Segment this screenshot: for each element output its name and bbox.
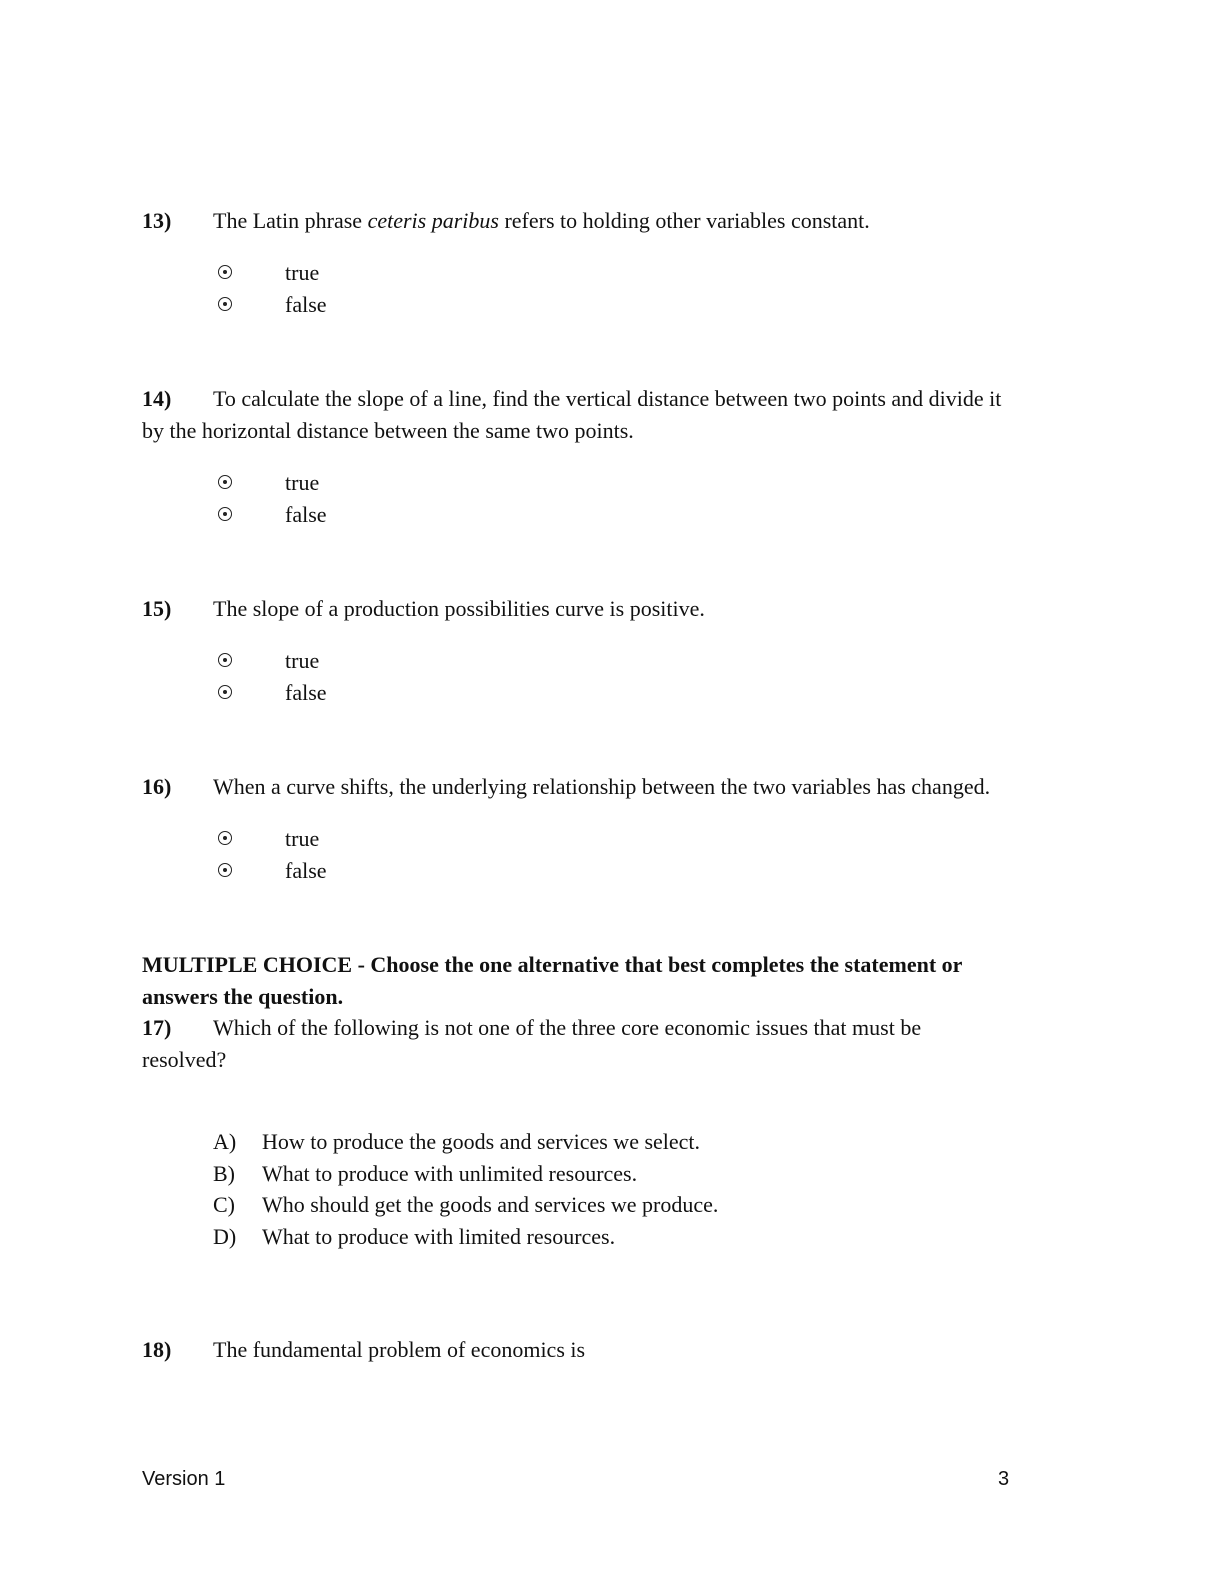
choice-letter[interactable]: A) bbox=[213, 1129, 237, 1154]
question-number: 16) bbox=[142, 774, 172, 799]
page-number: 3 bbox=[998, 1468, 1010, 1490]
radio-option-icon[interactable] bbox=[218, 685, 232, 699]
section-heading: answers the question. bbox=[142, 984, 344, 1009]
question-text-line: resolved? bbox=[142, 1047, 227, 1072]
option-label: false bbox=[285, 680, 327, 705]
question-text-line: Which of the following is not one of the three core economic issues that must be bbox=[213, 1015, 922, 1040]
option-label: true bbox=[285, 826, 320, 851]
radio-option-icon[interactable] bbox=[218, 863, 232, 877]
radio-option-icon[interactable] bbox=[218, 265, 232, 279]
question-text: The fundamental problem of economics is bbox=[213, 1337, 586, 1362]
question-number: 14) bbox=[142, 386, 172, 411]
question-text-line: To calculate the slope of a line, find the vertical distance between two points and divide it bbox=[213, 386, 1002, 411]
option-label: false bbox=[285, 858, 327, 883]
option-label: true bbox=[285, 470, 320, 495]
section-heading: MULTIPLE CHOICE - Choose the one alternative that best completes the statement or bbox=[142, 952, 963, 977]
radio-option-icon[interactable] bbox=[218, 653, 232, 667]
choice-letter[interactable]: D) bbox=[213, 1224, 237, 1249]
choice-text[interactable]: What to produce with limited resources. bbox=[262, 1224, 616, 1249]
choice-text[interactable]: What to produce with unlimited resources. bbox=[262, 1161, 638, 1186]
choice-letter[interactable]: B) bbox=[213, 1161, 235, 1186]
radio-option-icon[interactable] bbox=[218, 831, 232, 845]
choice-letter[interactable]: C) bbox=[213, 1192, 235, 1217]
question-text bbox=[213, 210, 870, 232]
option-label: true bbox=[285, 648, 320, 673]
footer-version: Version 1 bbox=[142, 1468, 226, 1490]
question-text: The slope of a production possibilities curve is positive. bbox=[213, 596, 705, 621]
question-number: 15) bbox=[142, 596, 172, 621]
question-text-part: The Latin phrase bbox=[213, 208, 368, 233]
question-text-line: by the horizontal distance between the same two points. bbox=[142, 418, 634, 443]
option-label: false bbox=[285, 292, 327, 317]
question-number: 18) bbox=[142, 1337, 172, 1362]
question-number: 17) bbox=[142, 1015, 172, 1040]
choice-text[interactable]: How to produce the goods and services we select. bbox=[262, 1129, 701, 1154]
option-label: true bbox=[285, 260, 320, 285]
question-text: When a curve shifts, the underlying relationship between the two variables has changed. bbox=[213, 774, 991, 799]
choice-text[interactable]: Who should get the goods and services we produce. bbox=[262, 1192, 719, 1217]
question-text-italic: ceteris paribus bbox=[367, 208, 499, 233]
option-label: false bbox=[285, 502, 327, 527]
radio-option-icon[interactable] bbox=[218, 475, 232, 489]
radio-option-icon[interactable] bbox=[218, 297, 232, 311]
question-text-part: refers to holding other variables constant. bbox=[498, 208, 870, 233]
radio-option-icon[interactable] bbox=[218, 507, 232, 521]
question-number: 13) bbox=[142, 208, 172, 233]
